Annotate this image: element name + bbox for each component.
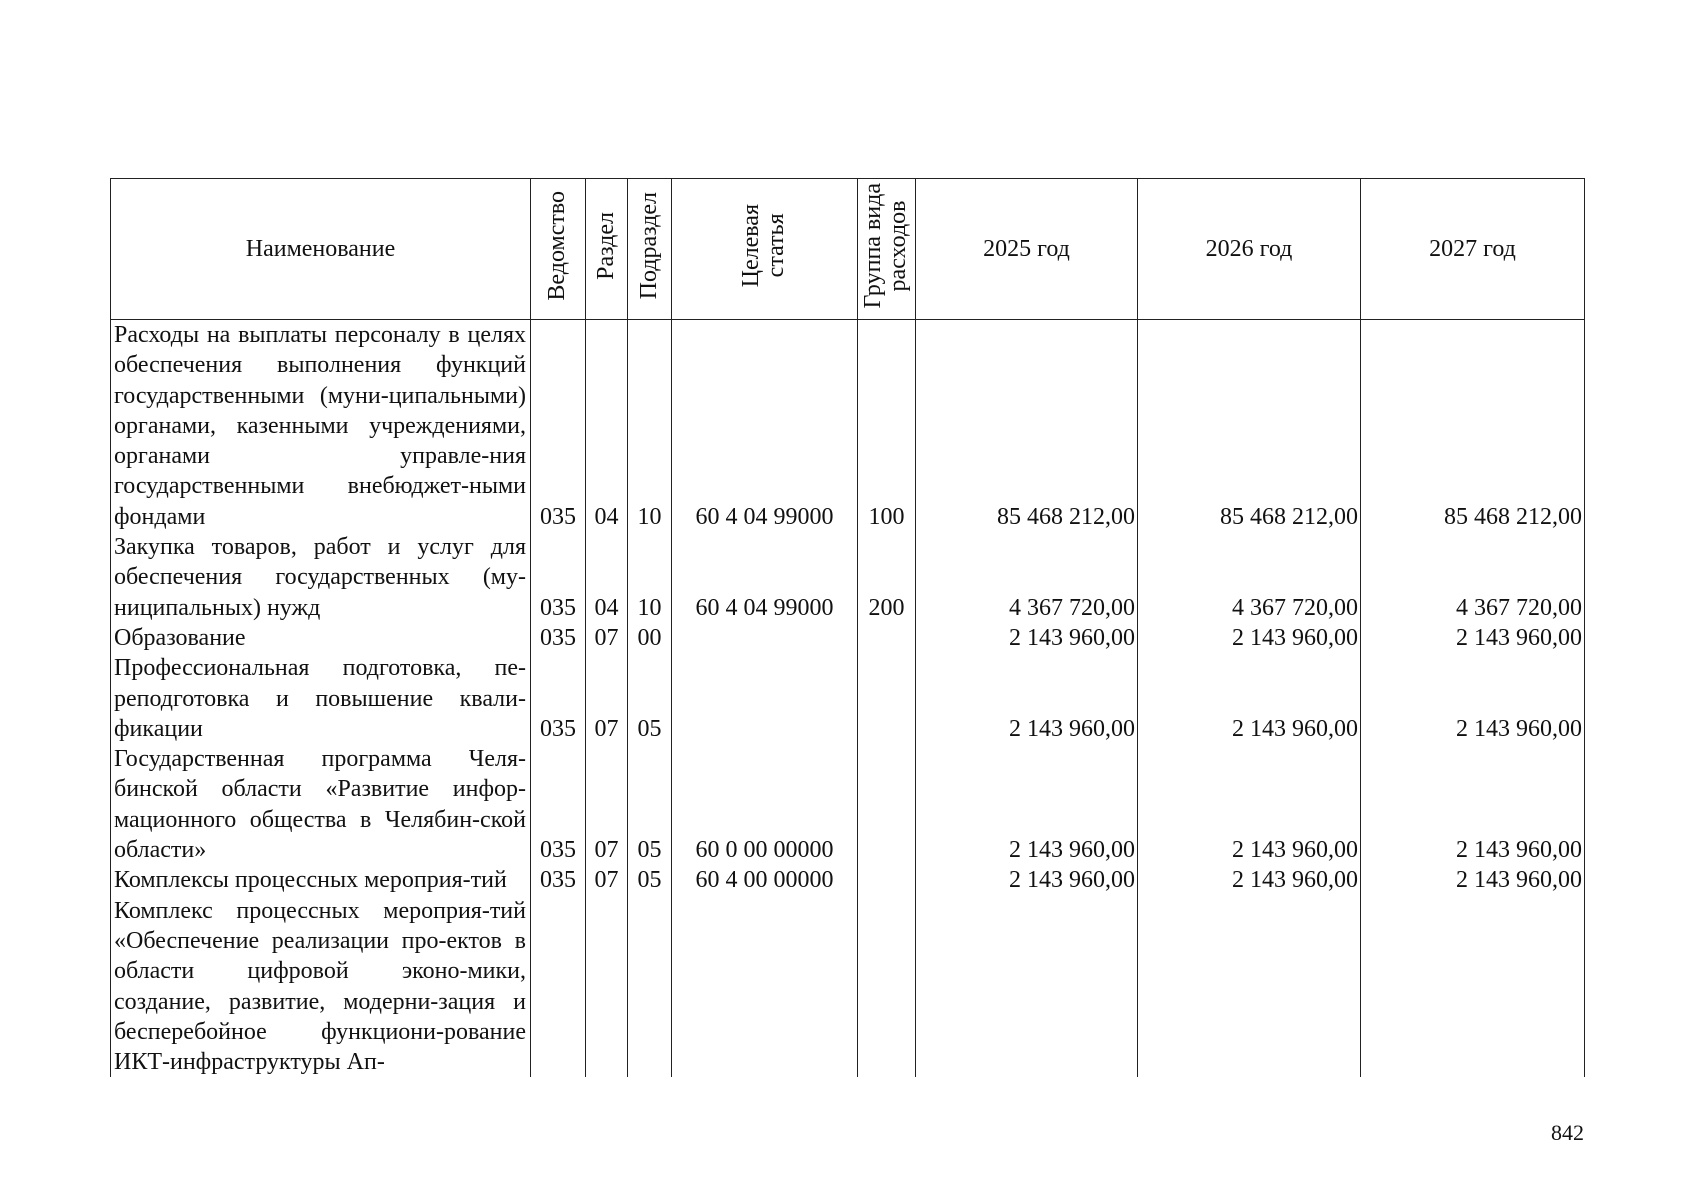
cell-y2026: 2 143 960,00 <box>1138 865 1361 895</box>
table-row <box>111 623 1585 653</box>
table-header-row <box>111 179 1585 320</box>
cell-name: Образование <box>111 623 531 653</box>
cell-y2025: 2 143 960,00 <box>916 744 1138 865</box>
cell-podrazdel <box>628 896 672 1078</box>
cell-target <box>672 653 858 744</box>
cell-group: 100 <box>858 320 916 533</box>
cell-name: Закупка товаров, работ и услуг для обеспечения государственных (му-ниципальных) нужд <box>111 532 531 623</box>
table-row <box>111 532 1585 623</box>
table-row <box>111 653 1585 744</box>
cell-name: Профессиональная подготовка, пе-реподготовка и повышение квали-фикации <box>111 653 531 744</box>
cell-razdel: 07 <box>586 744 628 865</box>
header-2026: 2026 год <box>1138 179 1361 320</box>
cell-target: 60 4 04 99000 <box>672 320 858 533</box>
table-row <box>111 896 1585 1078</box>
cell-y2025: 2 143 960,00 <box>916 653 1138 744</box>
header-podrazdel: Подраздел <box>628 179 672 320</box>
cell-y2027: 2 143 960,00 <box>1361 865 1585 895</box>
cell-y2026: 2 143 960,00 <box>1138 653 1361 744</box>
cell-y2025: 4 367 720,00 <box>916 532 1138 623</box>
cell-podrazdel: 10 <box>628 532 672 623</box>
cell-group: 200 <box>858 532 916 623</box>
cell-y2027: 4 367 720,00 <box>1361 532 1585 623</box>
cell-group <box>858 865 916 895</box>
header-razdel: Раздел <box>586 179 628 320</box>
cell-target: 60 0 00 00000 <box>672 744 858 865</box>
cell-name: Расходы на выплаты персоналу в целях обеспечения выполнения функций государственными (муни-ципальными) органами, казенными учреждениями, органами управле-ния государственными внебюджет-ными фондами <box>111 320 531 533</box>
cell-y2026: 2 143 960,00 <box>1138 623 1361 653</box>
cell-target <box>672 896 858 1078</box>
cell-y2026: 85 468 212,00 <box>1138 320 1361 533</box>
cell-ved: 035 <box>531 744 586 865</box>
cell-ved: 035 <box>531 320 586 533</box>
cell-name: Комплекс процессных мероприя-тий «Обеспечение реализации про-ектов в области цифровой эконо-мики, создание, развитие, модерни-зация и бесперебойное функциони-рование ИКТ-инфраструктуры Ап- <box>111 896 531 1078</box>
table-row <box>111 744 1585 865</box>
cell-target: 60 4 04 99000 <box>672 532 858 623</box>
header-name: Наименование <box>111 179 531 320</box>
cell-razdel: 07 <box>586 653 628 744</box>
table-row <box>111 865 1585 895</box>
header-vedomstvo: Ведомство <box>531 179 586 320</box>
cell-group <box>858 744 916 865</box>
cell-razdel: 04 <box>586 320 628 533</box>
cell-ved: 035 <box>531 865 586 895</box>
cell-y2025: 85 468 212,00 <box>916 320 1138 533</box>
page-number: 842 <box>1551 1120 1584 1145</box>
cell-podrazdel: 10 <box>628 320 672 533</box>
cell-y2026 <box>1138 896 1361 1078</box>
cell-target <box>672 623 858 653</box>
cell-podrazdel: 00 <box>628 623 672 653</box>
cell-target: 60 4 00 00000 <box>672 865 858 895</box>
cell-razdel: 07 <box>586 865 628 895</box>
cell-name: Комплексы процессных мероприя-тий <box>111 865 531 895</box>
cell-y2027: 2 143 960,00 <box>1361 653 1585 744</box>
table-row <box>111 320 1585 533</box>
cell-y2025: 2 143 960,00 <box>916 623 1138 653</box>
cell-y2027: 2 143 960,00 <box>1361 744 1585 865</box>
budget-table <box>110 178 1585 1077</box>
cell-razdel <box>586 896 628 1078</box>
cell-ved: 035 <box>531 653 586 744</box>
cell-podrazdel: 05 <box>628 744 672 865</box>
header-2027: 2027 год <box>1361 179 1585 320</box>
cell-group <box>858 896 916 1078</box>
cell-y2026: 4 367 720,00 <box>1138 532 1361 623</box>
cell-podrazdel: 05 <box>628 653 672 744</box>
cell-y2027: 85 468 212,00 <box>1361 320 1585 533</box>
cell-ved <box>531 896 586 1078</box>
cell-ved: 035 <box>531 623 586 653</box>
table-body <box>111 320 1585 1078</box>
cell-y2025 <box>916 896 1138 1078</box>
cell-razdel: 07 <box>586 623 628 653</box>
cell-razdel: 04 <box>586 532 628 623</box>
cell-y2026: 2 143 960,00 <box>1138 744 1361 865</box>
cell-group <box>858 653 916 744</box>
cell-y2027 <box>1361 896 1585 1078</box>
cell-podrazdel: 05 <box>628 865 672 895</box>
header-expense-group: Группа вида расходов <box>858 179 916 320</box>
header-2025: 2025 год <box>916 179 1138 320</box>
cell-name: Государственная программа Челя-бинской области «Развитие инфор-мационного общества в Челябин-ской области» <box>111 744 531 865</box>
cell-y2027: 2 143 960,00 <box>1361 623 1585 653</box>
cell-ved: 035 <box>531 532 586 623</box>
header-target-article: Целевая статья <box>672 179 858 320</box>
cell-y2025: 2 143 960,00 <box>916 865 1138 895</box>
cell-group <box>858 623 916 653</box>
